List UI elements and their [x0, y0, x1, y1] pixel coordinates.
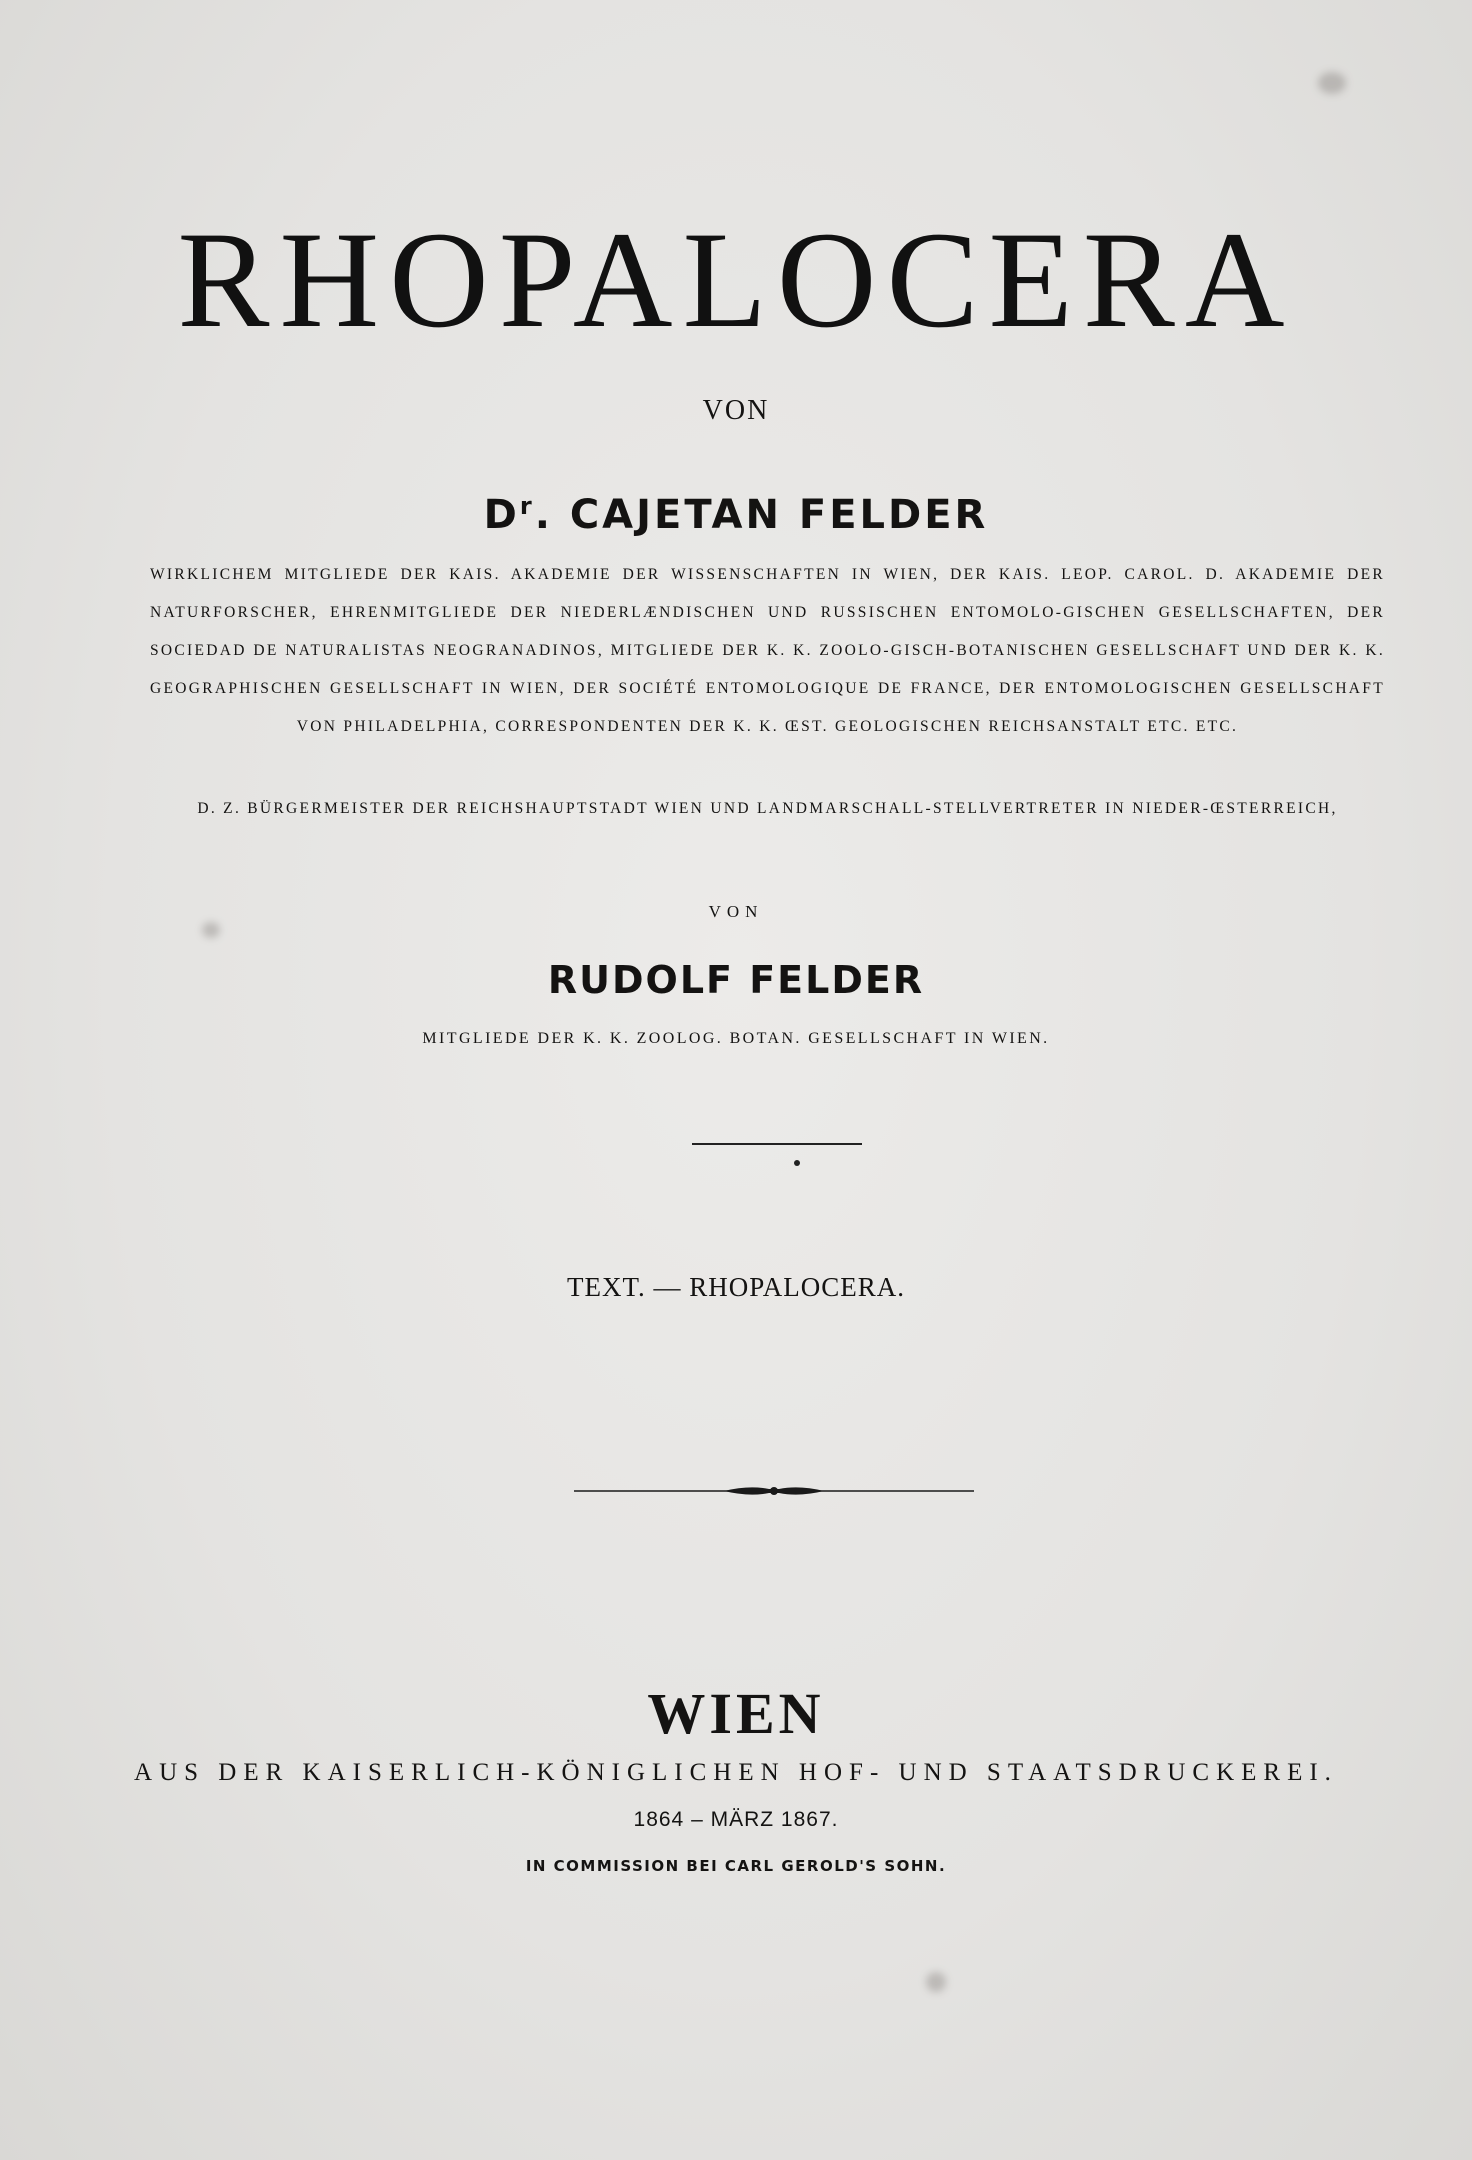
ink-smudge — [926, 1972, 946, 1992]
author-1-titles: WIRKLICHEM MITGLIEDE DER KAIS. AKADEMIE DER WISSENSCHAFTEN IN WIEN, DER KAIS. LEOP. CAROL. D. AKADEMIE DER NATURFORSCHER, EHRENMITGLIEDE DER NIEDERLÆNDISCHEN UND RUSSISCHEN ENTOMOLO-GISCHEN GESELLSCHAFTEN, DER SOCIEDAD DE NATURALISTAS NEOGRANADINOS, MITGLIEDE DER K. K. ZOOLO-GISCH-BOTANISCHEN GESELLSCHAFT UND DER K. K. GEOGRAPHISCHEN GESELLSCHAFT IN WIEN, DER SOCIÉTÉ ENTOMOLOGIQUE DE FRANCE, DER ENTOMOLOGISCHEN GESELLSCHAFT VON PHILADELPHIA, CORRESPONDENTEN DER K. K. ŒST. GEOLOGISCHEN REICHSANSTALT ETC. ETC. — [150, 566, 1385, 735]
imprint-commission: IN COMMISSION BEI CARL GEROLD'S SOHN. — [525, 1857, 947, 1875]
by-line-2: VON — [708, 902, 764, 921]
author-2-name: RUDOLF FELDER — [547, 958, 925, 1002]
imprint-city: WIEN — [647, 1681, 825, 1746]
ornamental-rule — [574, 1478, 974, 1504]
author-1-office: D. Z. BÜRGERMEISTER DER REICHSHAUPTSTADT WIEN UND LANDMARSCHALL-STELLVERTRETER IN NIEDER-ŒSTERREICH, — [197, 800, 1338, 817]
author-1-prefix-sup: r — [519, 492, 535, 520]
author-1-prefix: D — [483, 492, 520, 538]
author-1-surname: CAJETAN FELDER — [569, 492, 989, 538]
book-title: RHOPALOCERA — [177, 203, 1295, 356]
by-line-1: VON — [702, 395, 770, 426]
divider-dot — [794, 1160, 800, 1166]
author-1-name: $D^r$. CAJETAN FELDER — [483, 492, 989, 538]
section-heading: TEXT. — RHOPALOCERA. — [566, 1272, 905, 1302]
divider-rule — [692, 1143, 862, 1145]
ink-smudge — [202, 922, 220, 938]
author-2-titles: MITGLIEDE DER K. K. ZOOLOG. BOTAN. GESELLSCHAFT IN WIEN. — [422, 1030, 1050, 1047]
imprint-printer: AUS DER KAISERLICH-KÖNIGLICHEN HOF- UND STAATSDRUCKEREI. — [134, 1759, 1338, 1786]
ink-smudge — [1318, 72, 1346, 94]
imprint-dates: 1864 – MÄRZ 1867. — [633, 1808, 839, 1831]
